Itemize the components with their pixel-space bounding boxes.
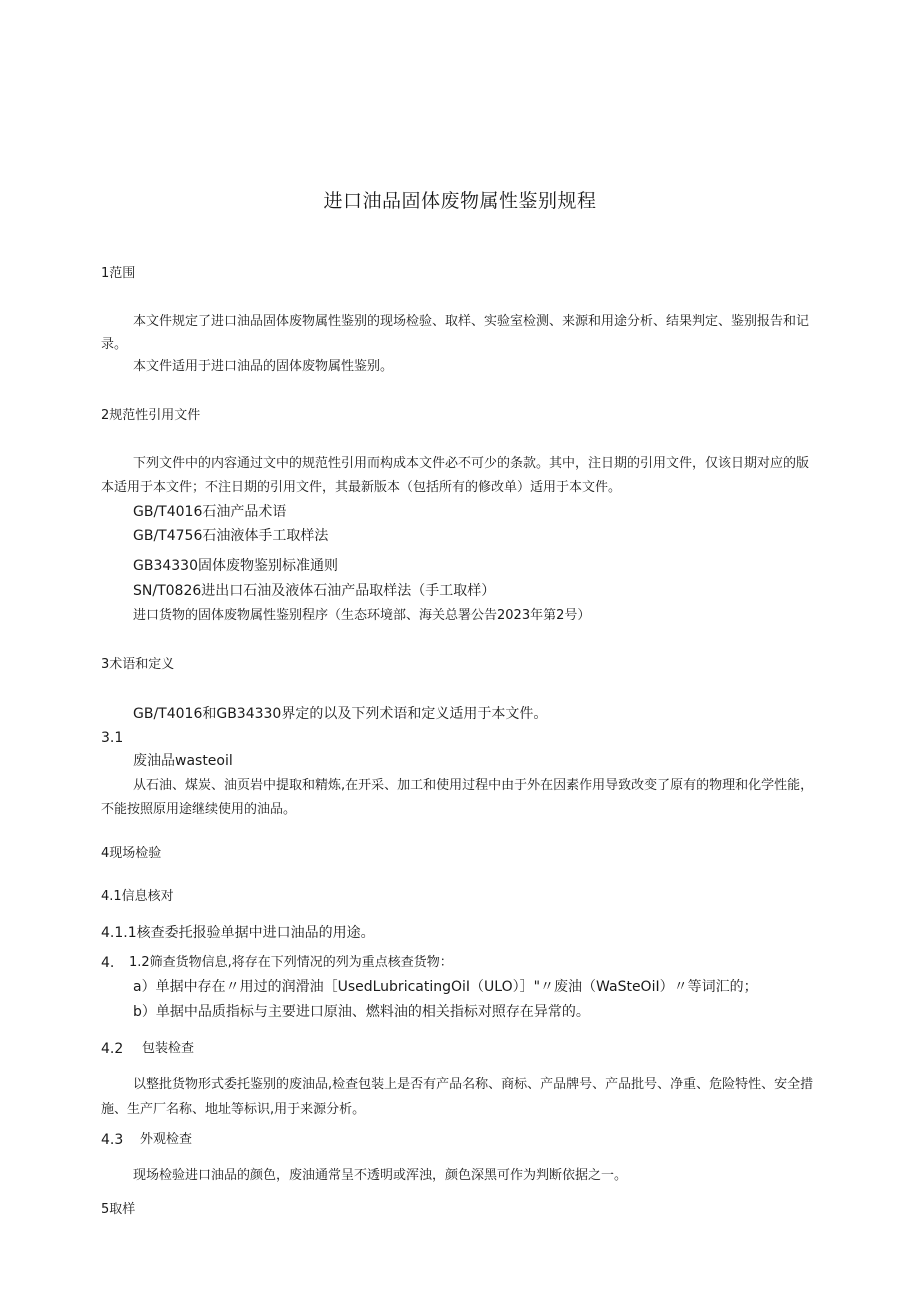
section-4-3-title: 外观检查 (140, 1132, 193, 1147)
section-1-paragraph-2: 本文件适用于进口油品的固体废物属性鉴别。 (133, 359, 394, 374)
term-number: 3.1 (101, 730, 124, 746)
section-4-1-heading: 4.1信息核对 (101, 889, 174, 904)
section-1-heading: 1范围 (101, 266, 136, 281)
section-2-paragraph-1-cont: 本适用于本文件；不注日期的引用文件，其最新版本（包括所有的修改单）适用于本文件。 (101, 480, 622, 495)
reference-item: 进口货物的固体废物属性鉴别程序（生态环境部、海关总署公告2023年第2号） (133, 608, 591, 623)
section-2-heading: 2规范性引用文件 (101, 408, 201, 423)
section-3-intro: GB/T4016和GB34330界定的以及下列术语和定义适用于本文件。 (133, 706, 548, 722)
section-4-3-paragraph: 现场检验进口油品的颜色，废油通常呈不透明或浑浊，颜色深黑可作为判断依据之一。 (133, 1168, 628, 1183)
reference-item: GB34330固体废物鉴别标准通则 (133, 558, 338, 574)
section-3-heading: 3术语和定义 (101, 657, 175, 672)
section-1-paragraph-1-cont: 录。 (101, 337, 128, 352)
reference-item: SN/T0826进出口石油及液体石油产品取样法（手工取样） (133, 583, 496, 599)
term-definition-cont: 不能按照原用途继续使用的油品。 (101, 802, 297, 817)
list-item-a: a）单据中存在〃用过的润滑油［UsedLubricatingOiI（ULO）］"〃废油（WaSteOiI）〃等词汇的； (133, 979, 758, 995)
term-name: 废油品wasteoil (133, 753, 233, 769)
section-4-2-number: 4.2 (101, 1041, 124, 1057)
term-definition: 从石油、煤炭、油页岩中提取和精炼,在开采、加工和使用过程中由于外在因素作用导致改变了原有的物理和化学性能， (133, 778, 814, 793)
section-4-heading: 4现场检验 (101, 846, 162, 861)
document-title: 进口油品固体废物属性鉴别规程 (323, 190, 597, 212)
list-item-b: b）单据中品质指标与主要进口原油、燃料油的相关指标对照存在异常的。 (133, 1004, 590, 1020)
section-4-1-2-prefix: 4. (101, 955, 115, 971)
reference-item: GB/T4016石油产品术语 (133, 504, 287, 520)
section-5-heading: 5取样 (101, 1202, 136, 1217)
section-1-paragraph-1: 本文件规定了进口油品固体废物属性鉴别的现场检验、取样、实验室检测、来源和用途分析、结果判定、鉴别报告和记 (133, 314, 810, 329)
section-4-3-number: 4.3 (101, 1132, 124, 1148)
section-4-2-paragraph: 以整批货物形式委托鉴别的废油品,检查包装上是否有产品名称、商标、产品牌号、产品批号、净重、危险特性、安全措 (133, 1077, 814, 1092)
section-2-paragraph-1: 下列文件中的内容通过文中的规范性引用而构成本文件必不可少的条款。其中，注日期的引用文件，仅该日期对应的版 (133, 456, 810, 471)
reference-item: GB/T4756石油液体手工取样法 (133, 528, 329, 544)
section-4-1-1: 4.1.1核查委托报验单据中进口油品的用途。 (101, 925, 375, 941)
section-4-2-paragraph-cont: 施、生产厂名称、地址等标识,用于来源分析。 (101, 1102, 366, 1117)
section-4-1-2: 1.2筛查货物信息,将存在下列情况的列为重点核查货物： (129, 955, 453, 970)
section-4-2-title: 包装检查 (142, 1041, 195, 1056)
